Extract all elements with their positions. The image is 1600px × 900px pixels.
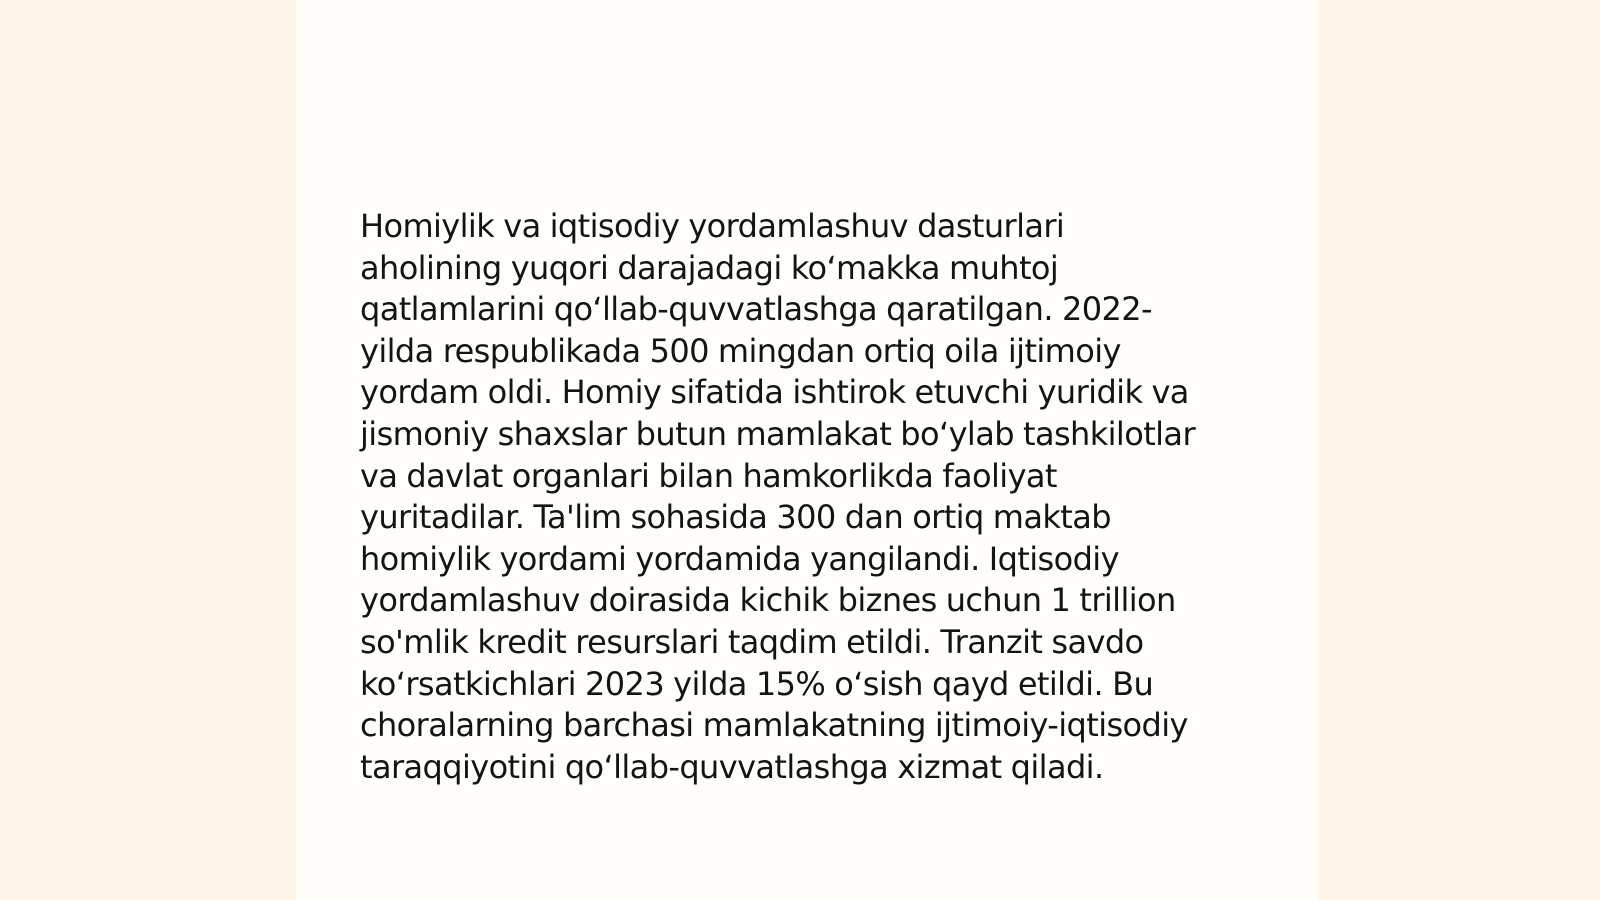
paragraph-line: yordamlashuv doirasida kichik biznes uchun 1 trillion: [360, 581, 1176, 620]
paragraph-line: choralarning barchasi mamlakatning ijtimoiy-iqtisodiy: [360, 706, 1188, 745]
paragraph-line: jismoniy shaxslar butun mamlakat boʻylab tashkilotlar: [360, 414, 1195, 453]
document-page: [296, 0, 1318, 900]
paragraph-line: yilda respublikada 500 mingdan ortiq oila ijtimoiy: [360, 331, 1121, 370]
paragraph-line: koʻrsatkichlari 2023 yilda 15% oʻsish qayd etildi. Bu: [360, 664, 1154, 703]
paragraph-line: qatlamlarini qoʻllab-quvvatlashga qaratilgan. 2022-: [360, 290, 1152, 329]
paragraph-line: yordam oldi. Homiy sifatida ishtirok etuvchi yuridik va: [360, 373, 1189, 412]
paragraph-line: taraqqiyotini qoʻllab-quvvatlashga xizmat qiladi.: [360, 747, 1104, 786]
paragraph-line: va davlat organlari bilan hamkorlikda faoliyat: [360, 456, 1057, 495]
paragraph-line: so'mlik kredit resurslari taqdim etildi. Tranzit savdo: [360, 622, 1144, 661]
paragraph-line: aholining yuqori darajadagi koʻmakka muhtoj: [360, 248, 1059, 287]
paragraph-line: yuritadilar. Ta'lim sohasida 300 dan ortiq maktab: [360, 498, 1111, 537]
paragraph-line: homiylik yordami yordamida yangilandi. Iqtisodiy: [360, 539, 1119, 578]
paragraph-line: Homiylik va iqtisodiy yordamlashuv dasturlari: [360, 207, 1065, 245]
body-paragraph: [360, 206, 1260, 788]
